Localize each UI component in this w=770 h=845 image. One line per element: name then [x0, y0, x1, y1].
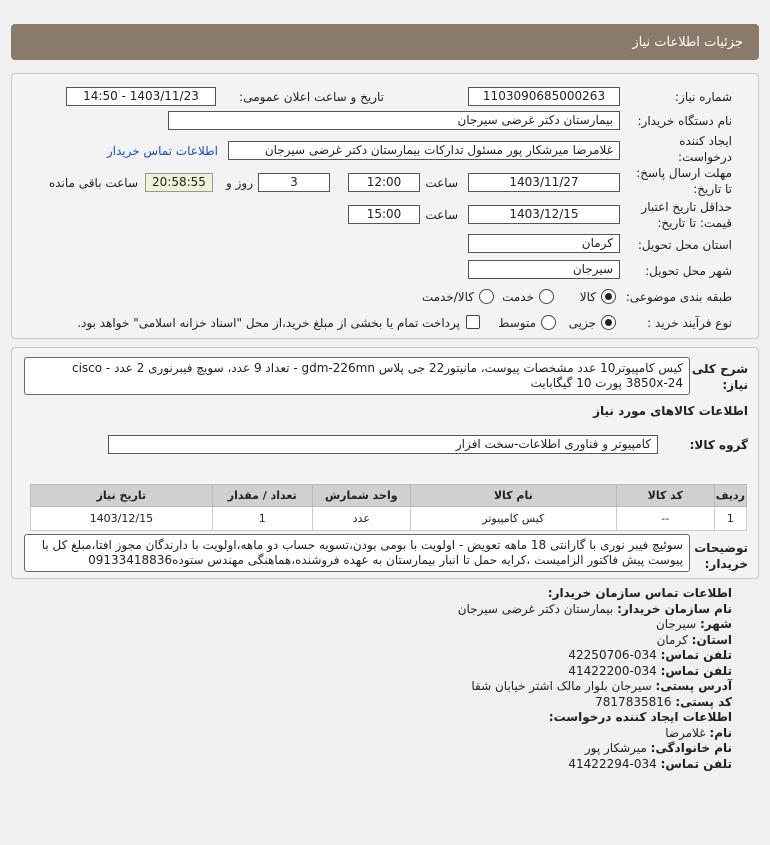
need-number-label: شماره نیاز:	[675, 90, 732, 104]
postal-line	[32, 695, 732, 711]
city-line	[32, 617, 732, 633]
cell-date: 1403/12/15	[31, 507, 213, 531]
city-value: سیرجان	[655, 617, 697, 631]
col-row: ردیف	[714, 485, 746, 507]
col-code: کد کالا	[616, 485, 714, 507]
notes-label: توضیحات	[694, 541, 748, 555]
col-unit: واحد شمارش	[312, 485, 410, 507]
first-name-line	[32, 726, 732, 742]
table-row	[31, 507, 747, 531]
cell-unit: عدد	[312, 507, 410, 531]
last-name-label: نام خانوادگی:	[650, 741, 732, 755]
process-option-minor: جزیی	[568, 316, 596, 330]
process-radio-medium[interactable]	[541, 315, 556, 330]
validity-date-field: 1403/12/15	[468, 205, 620, 224]
buyer-org-label: نام دستگاه خریدار:	[637, 114, 732, 128]
province-label-b: استان:	[691, 632, 732, 647]
postal-label: کد پستی:	[675, 694, 732, 709]
category-radio-service[interactable]	[539, 289, 554, 304]
last-name-line	[32, 741, 732, 757]
creator-phone-label: تلفن تماس:	[660, 756, 732, 771]
creator-label: ایجاد کننده	[679, 134, 732, 148]
summary-label: شرح کلی	[691, 362, 748, 376]
col-name: نام کالا	[410, 485, 616, 507]
notes-label-2: خریدار:	[704, 557, 748, 571]
province-field: کرمان	[468, 234, 620, 253]
process-option-medium: متوسط	[498, 316, 536, 330]
category-label: طبقه بندی موضوعی:	[625, 290, 732, 304]
category-option-both: کالا/خدمت	[421, 290, 474, 304]
category-radio-goods[interactable]	[601, 289, 616, 304]
summary-label-2: نیاز:	[722, 378, 748, 392]
deadline-time-field: 12:00	[348, 173, 420, 192]
validity-time-label: ساعت	[425, 208, 458, 222]
page-title: جزئیات اطلاعات نیاز	[632, 34, 743, 50]
deadline-label: مهلت ارسال پاسخ:	[636, 166, 732, 180]
validity-label: حداقل تاریخ اعتبار	[641, 200, 732, 214]
phone-value: 034-42250706	[568, 648, 657, 662]
creator-label-2: درخواست:	[678, 150, 732, 164]
process-label: نوع فرآیند خرید :	[647, 316, 732, 330]
payment-note: پرداخت تمام یا بخشی از مبلغ خرید،از محل "اسناد خزانه اسلامی" خواهد بود.	[77, 316, 460, 330]
province-value: کرمان	[656, 632, 688, 647]
days-label: روز و	[226, 176, 253, 190]
phone-line	[32, 648, 732, 664]
cell-row: 1	[714, 507, 746, 531]
category-option-service: خدمت	[502, 290, 534, 304]
phone2-value: 034-41422200	[568, 663, 657, 678]
province-line	[32, 633, 732, 649]
address-label: آدرس پستی:	[655, 679, 732, 693]
province-label: استان محل تحویل:	[637, 238, 732, 252]
first-name-value: غلامرضا	[665, 725, 706, 740]
page-header	[11, 24, 759, 60]
org-name-label: نام سازمان خریدار:	[617, 601, 732, 616]
category-radio-both[interactable]	[479, 289, 494, 304]
phone2-line	[32, 664, 732, 680]
process-radio-minor[interactable]	[601, 315, 616, 330]
need-info-panel	[11, 73, 759, 339]
buyer-notes: سوئیچ فیبر نوری با گارانتی 18 ماهه تعویض - اولویت با بومی بودن،تسویه حساب دو ماهه،اولویت با دارندگان مجوز افتا،مبلغ کل با پیوست پیش فاکتور الزامیست ،کرایه حمل تا انبار بیمارستان به عهده فروشنده،هماهنگی مهندس ستوده09133418836	[24, 534, 690, 572]
deadline-label-2: تا تاریخ:	[693, 182, 732, 196]
goods-heading: اطلاعات کالاهای مورد نیاز	[593, 404, 748, 418]
cell-code: --	[616, 507, 714, 531]
goods-group-label: گروه کالا:	[689, 438, 748, 452]
org-name: بیمارستان دکتر غرضی سیرجان	[457, 601, 614, 616]
buyer-contact-info	[32, 586, 732, 772]
cell-name: کیس کامپیوتر	[410, 507, 616, 531]
phone2-label: تلفن تماس:	[660, 663, 732, 678]
goods-group-field: کامپیوتر و فناوری اطلاعات-سخت افزار	[108, 435, 658, 454]
city-label-b: شهر:	[700, 617, 732, 631]
validity-time-field: 15:00	[348, 205, 420, 224]
creator-heading: اطلاعات ایجاد کننده درخواست:	[548, 710, 732, 724]
buyer-contact-link[interactable]: اطلاعات تماس خریدار	[106, 144, 218, 158]
validity-label-2: قیمت: تا تاریخ:	[657, 216, 732, 230]
summary-text: کیس کامپیوتر10 عدد مشخصات پیوست، مانیتور22 جی پلاس gdm-226mn - تعداد 9 عدد، سویچ فیبرنوری 2 عدد - cisco 3850x-24 پورت 10 گیگابایت	[24, 357, 690, 395]
org-heading: اطلاعات تماس سازمان خریدار:	[547, 586, 732, 600]
postal-value: 7817835816	[595, 694, 672, 709]
address-value: سیرجان بلوار مالک اشتر خیابان شفا	[471, 679, 652, 693]
buyer-org-field: بیمارستان دکتر غرضی سیرجان	[168, 111, 620, 130]
creator-phone-value: 034-41422294	[568, 756, 657, 771]
need-number-field: 1103090685000263	[468, 87, 620, 106]
creator-phone-line	[32, 757, 732, 773]
deadline-time-label: ساعت	[425, 176, 458, 190]
cell-qty: 1	[212, 507, 312, 531]
goods-table	[30, 484, 747, 531]
last-name-value: میرشکار پور	[584, 741, 647, 755]
days-field: 3	[258, 173, 330, 192]
treasury-checkbox[interactable]	[466, 315, 480, 329]
creator-field: غلامرضا میرشکار پور مسئول تدارکات بیمارستان دکتر غرضی سیرجان	[228, 141, 620, 160]
first-name-label: نام:	[709, 725, 732, 740]
city-label: شهر محل تحویل:	[645, 264, 732, 278]
phone-label: تلفن تماس:	[660, 648, 732, 662]
remaining-label: ساعت باقی مانده	[48, 176, 138, 190]
goods-panel	[11, 347, 759, 579]
remaining-time-field: 20:58:55	[145, 173, 213, 192]
announce-label: تاریخ و ساعت اعلان عمومی:	[239, 90, 384, 104]
announce-field: 1403/11/23 - 14:50	[66, 87, 216, 106]
deadline-date-field: 1403/11/27	[468, 173, 620, 192]
col-qty: تعداد / مقدار	[212, 485, 312, 507]
city-field: سیرجان	[468, 260, 620, 279]
category-option-goods: کالا	[579, 290, 596, 304]
address-line	[32, 679, 732, 695]
org-name-line	[32, 602, 732, 618]
col-date: تاریخ نیاز	[31, 485, 213, 507]
